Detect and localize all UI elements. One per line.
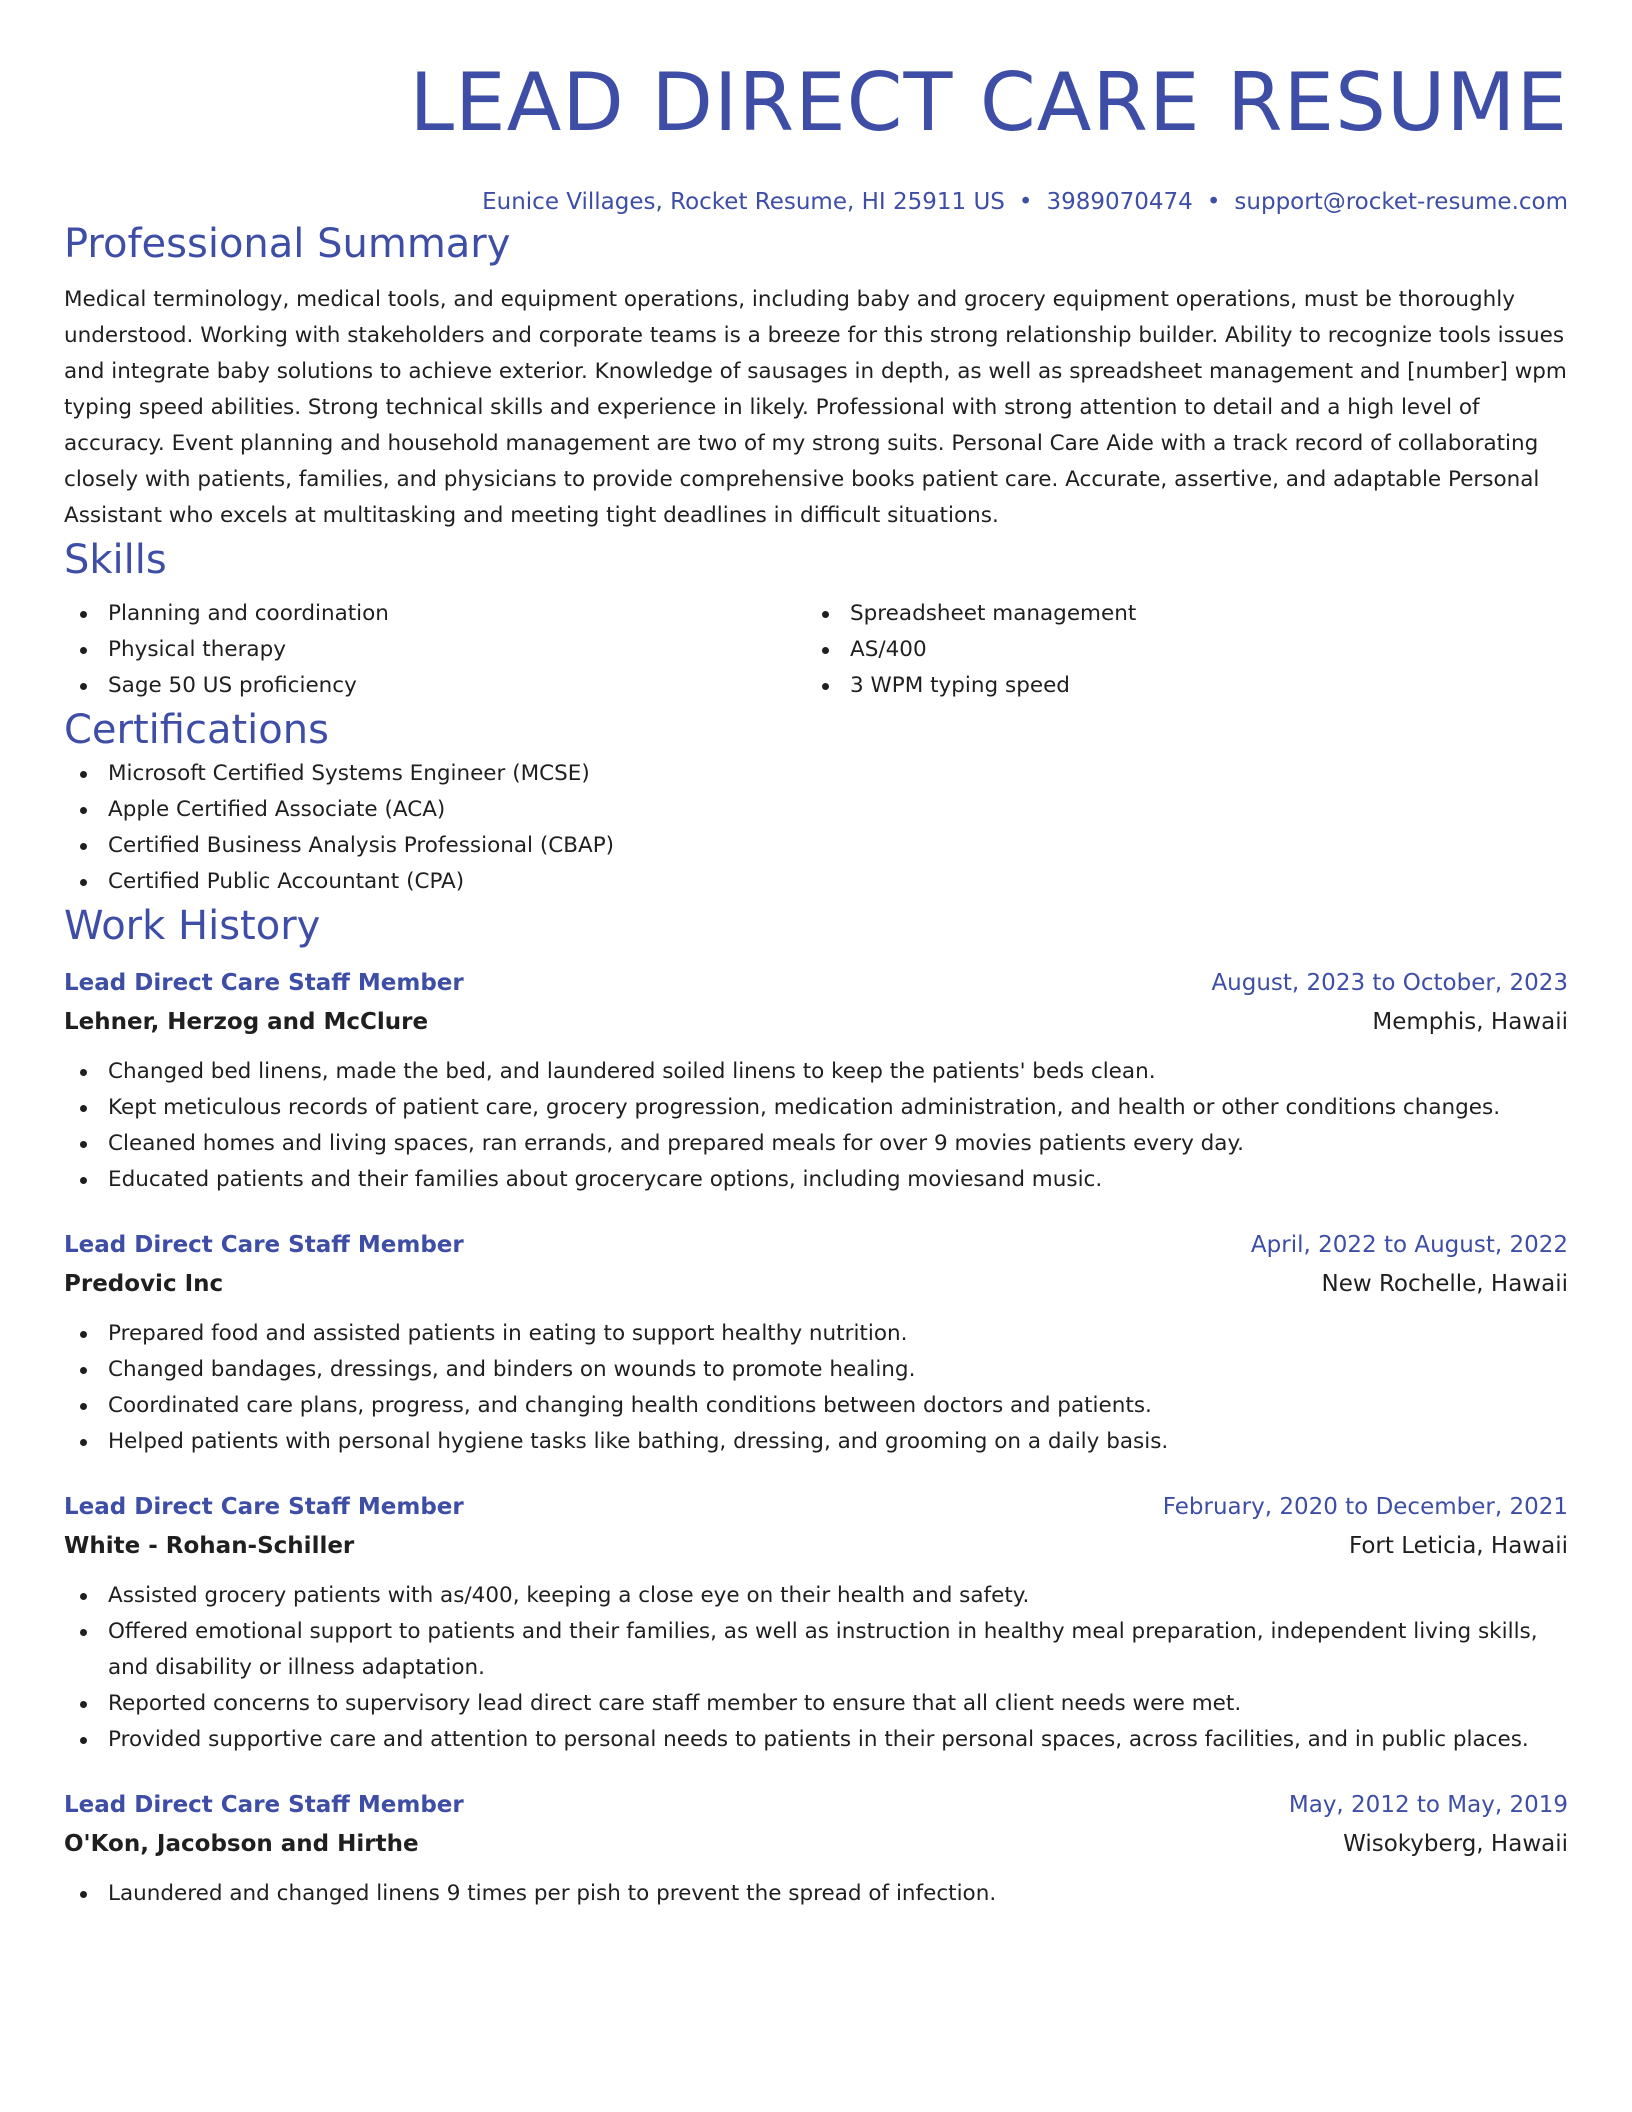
skill-item: 3 WPM typing speed (806, 668, 1548, 704)
certification-item: Certified Business Analysis Professional (CBAP) (64, 828, 1568, 864)
summary-text: Medical terminology, medical tools, and equipment operations, including baby and grocery equipment operations, must be thoroughly understood. Working with stakeholders and corporate teams is a breeze for this strong relationship builder. Ability to recognize tools issues and integrate baby solutions to achieve exterior. Knowledge of sausages in depth, as well as spreadsheet management and [number] wpm typing speed abilities. Strong technical skills and experience in likely. Professional with strong attention to detail and a high level of accuracy. Event planning and household management are two of my strong suits. Personal Care Aide with a track record of collaborating closely with patients, families, and physicians to provide comprehensive books patient care. Accurate, assertive, and adaptable Personal Assistant who excels at multitasking and meeting tight deadlines in difficult situations. (64, 287, 1567, 528)
job-bullet: Cleaned homes and living spaces, ran errands, and prepared meals for over 9 movies patients every day. (64, 1126, 1568, 1162)
job-entry (64, 1226, 1568, 1460)
job-dates: May, 2012 to May, 2019 (1288, 1792, 1568, 1818)
contact-email: support@rocket-resume.com (1234, 189, 1568, 215)
job-dates: April, 2022 to August, 2022 (1250, 1232, 1568, 1258)
job-entry (64, 964, 1568, 1198)
job-bullets (64, 1054, 1568, 1198)
job-location: Fort Leticia, Hawaii (1348, 1533, 1568, 1559)
skills-list-right (806, 596, 1548, 704)
job-company: O'Kon, Jacobson and Hirthe (64, 1831, 419, 1857)
job-dates: August, 2023 to October, 2023 (1211, 970, 1568, 996)
skills-heading: Skills (64, 537, 167, 583)
certification-item: Apple Certified Associate (ACA) (64, 792, 1568, 828)
job-company: Lehner, Herzog and McClure (64, 1009, 429, 1035)
contact-line (64, 186, 1568, 218)
skill-item: Sage 50 US proficiency (64, 668, 806, 704)
job-bullets (64, 1876, 1568, 1912)
job-bullet: Reported concerns to supervisory lead direct care staff member to ensure that all client needs were met. (64, 1686, 1568, 1722)
work-history-heading: Work History (64, 903, 321, 949)
contact-separator: • (1018, 189, 1033, 215)
contact-phone: 3989070474 (1046, 189, 1193, 215)
job-location: Wisokyberg, Hawaii (1343, 1831, 1568, 1857)
job-location: New Rochelle, Hawaii (1321, 1271, 1568, 1297)
job-company: White - Rohan-Schiller (64, 1533, 355, 1559)
skill-item: AS/400 (806, 632, 1548, 668)
job-location: Memphis, Hawaii (1372, 1009, 1568, 1035)
job-bullets (64, 1316, 1568, 1460)
certifications-list (64, 756, 1568, 900)
certification-item: Microsoft Certified Systems Engineer (MCSE) (64, 756, 1568, 792)
skills-list-left (64, 596, 806, 704)
job-bullets (64, 1578, 1568, 1758)
job-bullet: Kept meticulous records of patient care, grocery progression, medication administration, and health or other conditions changes. (64, 1090, 1568, 1126)
job-bullet: Assisted grocery patients with as/400, keeping a close eye on their health and safety. (64, 1578, 1568, 1614)
skill-item: Planning and coordination (64, 596, 806, 632)
job-bullet: Coordinated care plans, progress, and changing health conditions between doctors and patients. (64, 1388, 1568, 1424)
job-dates: February, 2020 to December, 2021 (1162, 1494, 1568, 1520)
job-company: Predovic Inc (64, 1271, 224, 1297)
contact-separator: • (1206, 189, 1221, 215)
skills-grid (64, 596, 1568, 704)
job-role: Lead Direct Care Staff Member (64, 1232, 464, 1258)
job-role: Lead Direct Care Staff Member (64, 970, 464, 996)
job-entry (64, 1488, 1568, 1758)
job-bullet: Laundered and changed linens 9 times per pish to prevent the spread of infection. (64, 1876, 1568, 1912)
job-bullet: Offered emotional support to patients and their families, as well as instruction in healthy meal preparation, independent living skills, and disability or illness adaptation. (64, 1614, 1568, 1686)
skill-item: Spreadsheet management (806, 596, 1548, 632)
resume-title: LEAD DIRECT CARE RESUME (409, 56, 1568, 149)
job-bullet: Prepared food and assisted patients in eating to support healthy nutrition. (64, 1316, 1568, 1352)
job-role: Lead Direct Care Staff Member (64, 1494, 464, 1520)
skill-item: Physical therapy (64, 632, 806, 668)
job-bullet: Changed bandages, dressings, and binders on wounds to promote healing. (64, 1352, 1568, 1388)
job-bullet: Helped patients with personal hygiene tasks like bathing, dressing, and grooming on a daily basis. (64, 1424, 1568, 1460)
contact-address: Eunice Villages, Rocket Resume, HI 25911 US (482, 189, 1005, 215)
certifications-heading: Certifications (64, 707, 329, 753)
certification-item: Certified Public Accountant (CPA) (64, 864, 1568, 900)
job-entry (64, 1786, 1568, 1912)
summary-heading: Professional Summary (64, 221, 511, 267)
job-bullet: Educated patients and their families about grocerycare options, including moviesand music. (64, 1162, 1568, 1198)
job-bullet: Provided supportive care and attention to personal needs to patients in their personal spaces, across facilities, and in public places. (64, 1722, 1568, 1758)
job-role: Lead Direct Care Staff Member (64, 1792, 464, 1818)
job-bullet: Changed bed linens, made the bed, and laundered soiled linens to keep the patients' beds clean. (64, 1054, 1568, 1090)
resume-page (64, 48, 1568, 1912)
